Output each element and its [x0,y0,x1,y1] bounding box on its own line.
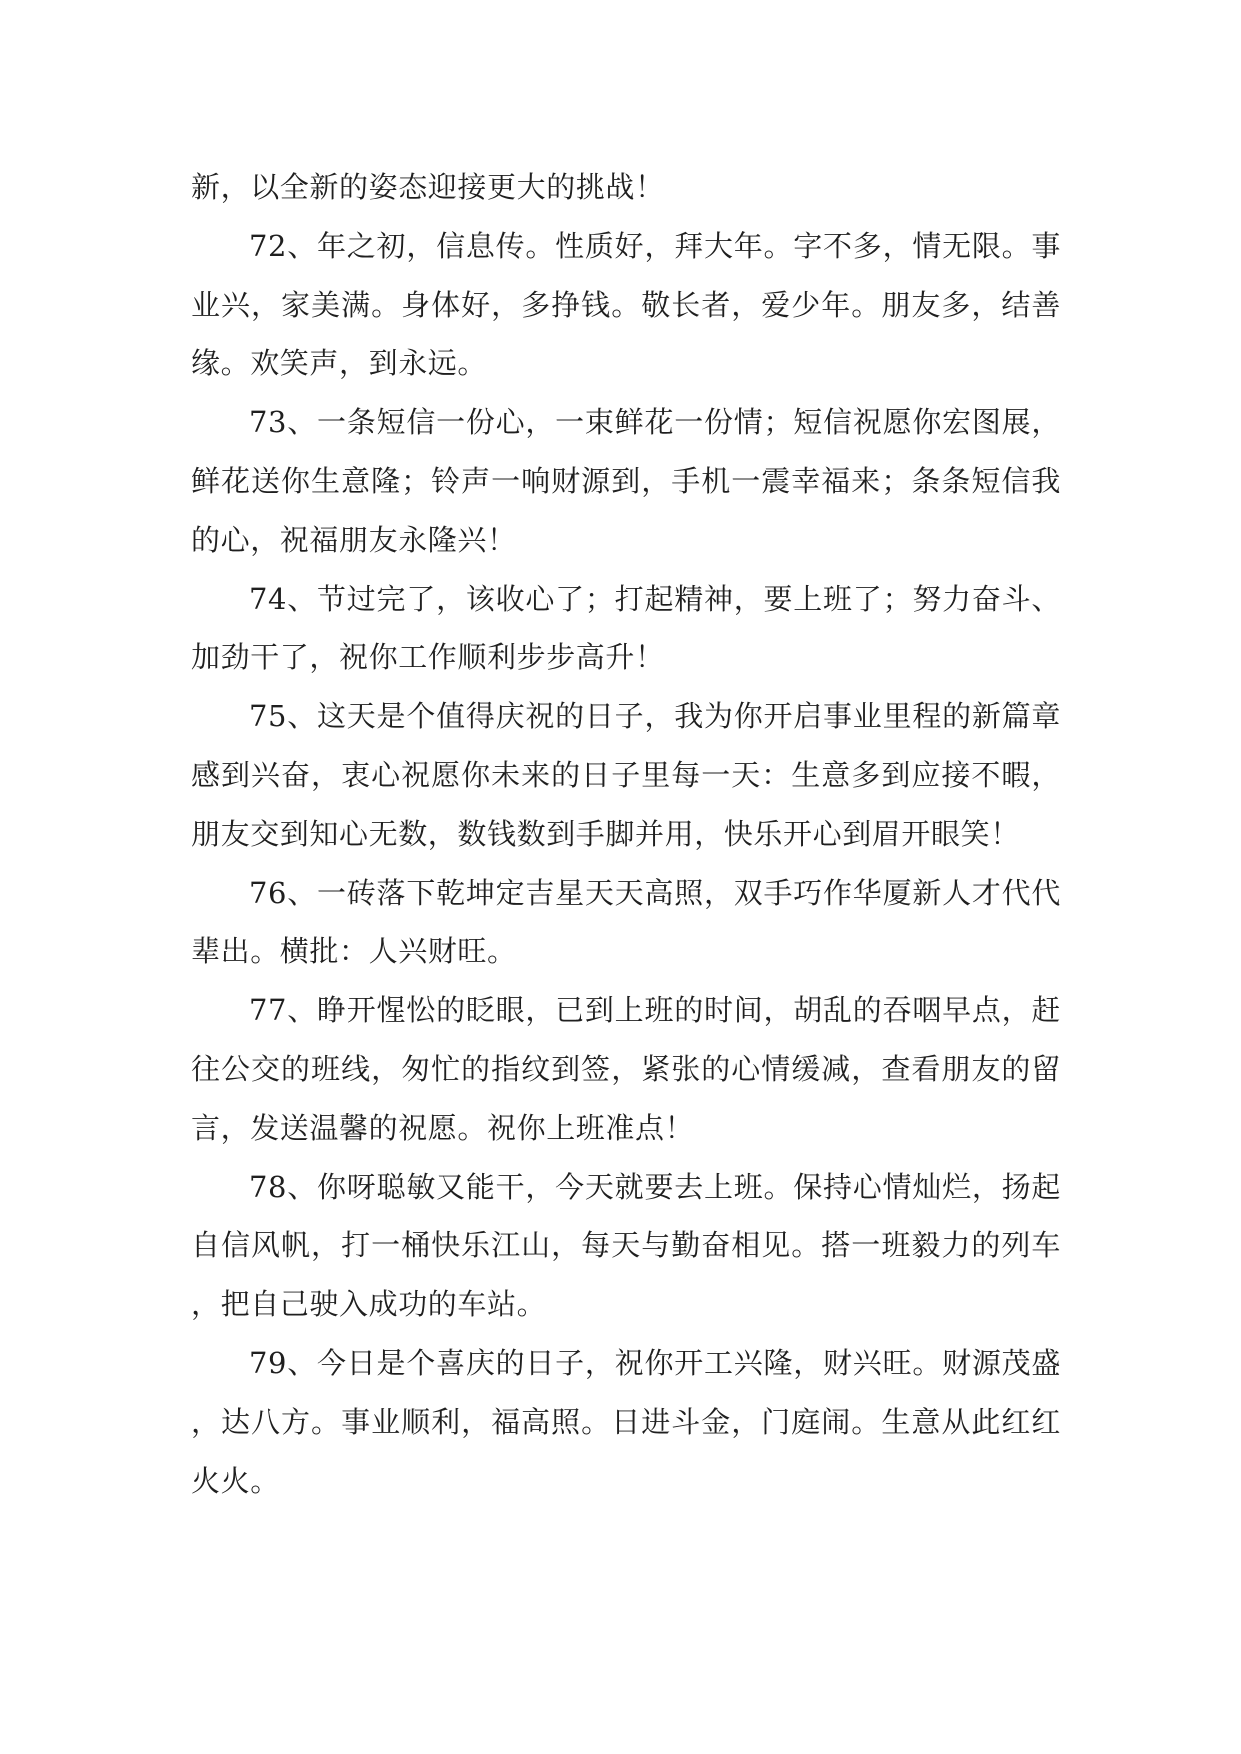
document-body [191,158,1061,1510]
paragraph-77: 77、睁开惺忪的眨眼，已到上班的时间，胡乱的吞咽早点，赶往公交的班线，匆忙的指纹到签，紧张的心情缓减，查看朋友的留言，发送温馨的祝愿。祝你上班准点！ [191,993,1061,1145]
paragraph-73: 73、一条短信一份心，一束鲜花一份情；短信祝愿你宏图展，鲜花送你生意隆；铃声一响财源到，手机一震幸福来；条条短信我的心，祝福朋友永隆兴！ [191,405,1061,557]
paragraph-79: 79、今日是个喜庆的日子，祝你开工兴隆，财兴旺。财源茂盛，达八方。事业顺利，福高照。日进斗金，门庭闹。生意从此红红火火。 [191,1345,1061,1498]
paragraph-continuation: 新，以全新的姿态迎接更大的挑战！ [191,170,665,204]
paragraph-78: 78、你呀聪敏又能干，今天就要去上班。保持心情灿烂，扬起自信风帆，打一桶快乐江山，每天与勤奋相见。搭一班毅力的列车，把自己驶入成功的车站。 [191,1169,1061,1322]
paragraph-72: 72、年之初，信息传。性质好，拜大年。字不多，情无限。事业兴，家美满。身体好，多挣钱。敬长者，爱少年。朋友多，结善缘。欢笑声，到永远。 [191,228,1061,381]
paragraph-74: 74、节过完了，该收心了；打起精神，要上班了；努力奋斗、加劲干了，祝你工作顺利步步高升！ [191,581,1061,675]
paragraph-75: 75、这天是个值得庆祝的日子，我为你开启事业里程的新篇章感到兴奋，衷心祝愿你未来的日子里每一天：生意多到应接不暇，朋友交到知心无数，数钱数到手脚并用，快乐开心到眉开眼笑！ [191,699,1061,851]
paragraph-76: 76、一砖落下乾坤定吉星天天高照，双手巧作华厦新人才代代辈出。横批：人兴财旺。 [191,875,1061,969]
